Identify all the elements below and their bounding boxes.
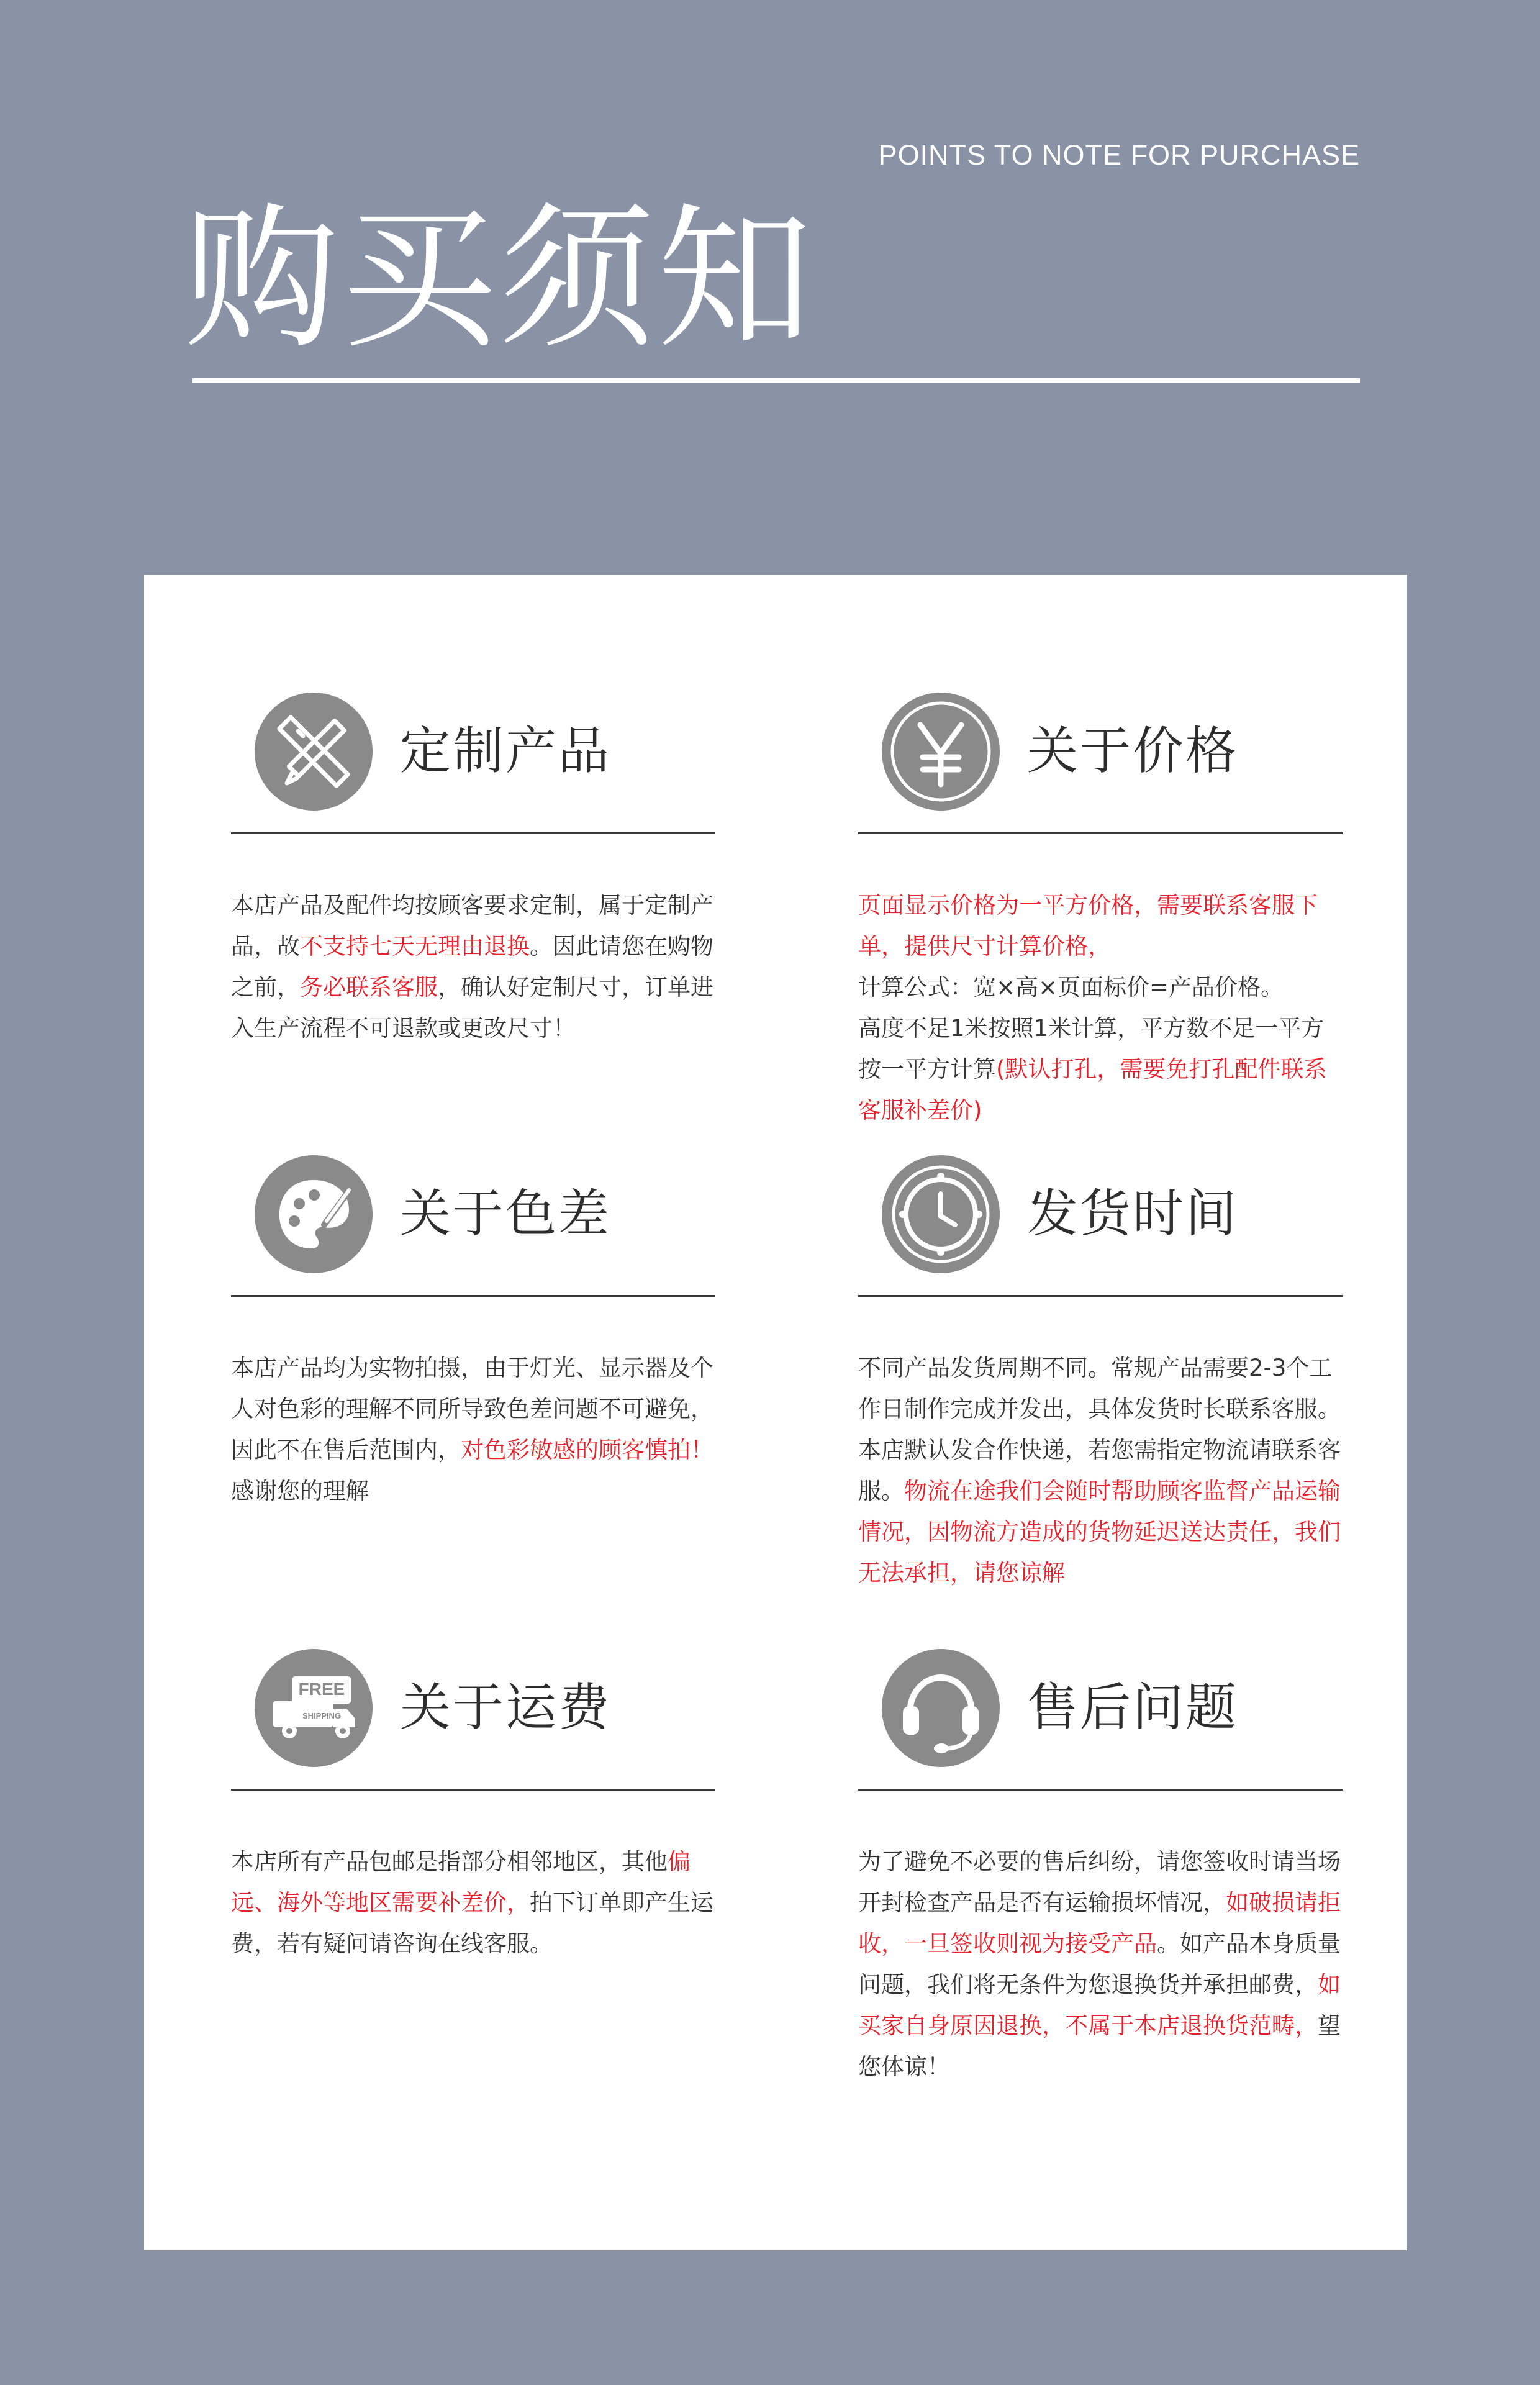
- body-text: 不同产品发货周期不同。常规产品需要2-3个工作日制作完成并发出，具体发货时长联系客服。本店默认发合作快递，若您需指定物流请联系客服。: [858, 1355, 1341, 1504]
- section-color-difference: [231, 1155, 715, 1512]
- highlight-text: 物流在途我们会随时帮助顾客监督产品运输情况，因物流方造成的货物延迟送达责任，我们无法承担，请您谅解: [858, 1478, 1341, 1586]
- section-body: [858, 885, 1343, 1131]
- body-text: 计算公式：宽×高×页面标价=产品价格。: [858, 974, 1284, 1001]
- section-divider: [858, 1295, 1343, 1297]
- section-divider: [858, 832, 1343, 834]
- body-text: 拍下订单即产生运费，若有疑问请咨询在线客服。: [231, 1889, 713, 1957]
- section-shipping-time: [858, 1155, 1343, 1594]
- section-divider: [231, 832, 715, 834]
- body-text: 为了避免不必要的售后纠纷，请您签收时请当场开封检查产品是否有运输损坏情况，: [858, 1848, 1341, 1916]
- highlight-text: (默认打孔，需要免打孔配件联系客服补差价): [858, 1056, 1327, 1124]
- section-after-sales: [858, 1649, 1343, 2087]
- body-text: ，确认好定制尺寸，订单进入生产流程不可退款或更改尺寸！: [231, 974, 713, 1042]
- section-title: 关于价格: [1027, 722, 1239, 781]
- body-text: 本店产品及配件均按顾客要求定制，属于定制产品，故: [231, 892, 713, 960]
- section-custom-products: [231, 693, 715, 1049]
- highlight-text: 不支持七天无理由退换: [300, 933, 530, 960]
- section-body: [858, 1348, 1343, 1594]
- section-header: [231, 1649, 715, 1792]
- highlight-text: 如买家自身原因退换，不属于本店退换货范畴，: [858, 1971, 1341, 2039]
- ruler-pencil-icon: [255, 693, 373, 811]
- highlight-text: 对色彩敏感的顾客慎拍！: [461, 1437, 713, 1463]
- section-title: 售后问题: [1027, 1678, 1239, 1737]
- title-underline: [192, 378, 1360, 383]
- headset-icon: [882, 1649, 1000, 1767]
- highlight-text: 页面显示价格为一平方价格，需要联系客服下单，提供尺寸计算价格，: [858, 892, 1318, 960]
- section-title: 关于运费: [400, 1678, 612, 1737]
- body-text: 本店所有产品包邮是指部分相邻地区，其他: [231, 1848, 668, 1875]
- page-subtitle: POINTS TO NOTE FOR PURCHASE: [878, 139, 1360, 171]
- section-title: 关于色差: [400, 1184, 612, 1243]
- section-header: [858, 693, 1343, 835]
- section-header: [231, 1155, 715, 1298]
- section-body: [231, 1842, 715, 1965]
- page-title: 购买须知: [184, 189, 815, 370]
- palette-icon: [255, 1155, 373, 1273]
- free-label: FREE: [298, 1679, 345, 1699]
- section-title: 发货时间: [1027, 1184, 1239, 1243]
- section-header: [858, 1649, 1343, 1792]
- section-freight: [231, 1649, 715, 1965]
- highlight-text: 如破损请拒收，一旦签收则视为接受产品: [858, 1889, 1341, 1957]
- body-text: 感谢您的理解: [231, 1478, 369, 1504]
- clock-icon: [882, 1155, 1000, 1273]
- shipping-label: SHIPPING: [302, 1711, 342, 1720]
- highlight-text: 偏远、海外等地区需要补差价，: [231, 1848, 691, 1916]
- section-title: 定制产品: [400, 722, 612, 781]
- section-body: [231, 885, 715, 1049]
- section-divider: [858, 1789, 1343, 1791]
- section-divider: [231, 1789, 715, 1791]
- section-price: [858, 693, 1343, 1131]
- yen-icon: [882, 693, 1000, 811]
- section-body: [858, 1842, 1343, 2087]
- notice-card: [144, 575, 1407, 2250]
- section-header: [858, 1155, 1343, 1298]
- body-text: 。因此请您在购物之前，: [231, 933, 713, 1001]
- section-divider: [231, 1295, 715, 1297]
- body-text: 高度不足1米按照1米计算，平方数不足一平方按一平方计算: [858, 1015, 1325, 1083]
- section-header: [231, 693, 715, 835]
- body-text: 。如产品本身质量问题，我们将无条件为您退换货并承担邮费，: [858, 1930, 1341, 1998]
- body-text: 本店产品均为实物拍摄，由于灯光、显示器及个人对色彩的理解不同所导致色差问题不可避免，因此不在售后范围内，: [231, 1355, 713, 1463]
- body-text: 望您体谅！: [858, 2012, 1341, 2080]
- highlight-text: 务必联系客服: [300, 974, 438, 1001]
- free-shipping-truck-icon: [255, 1649, 373, 1767]
- section-body: [231, 1348, 715, 1512]
